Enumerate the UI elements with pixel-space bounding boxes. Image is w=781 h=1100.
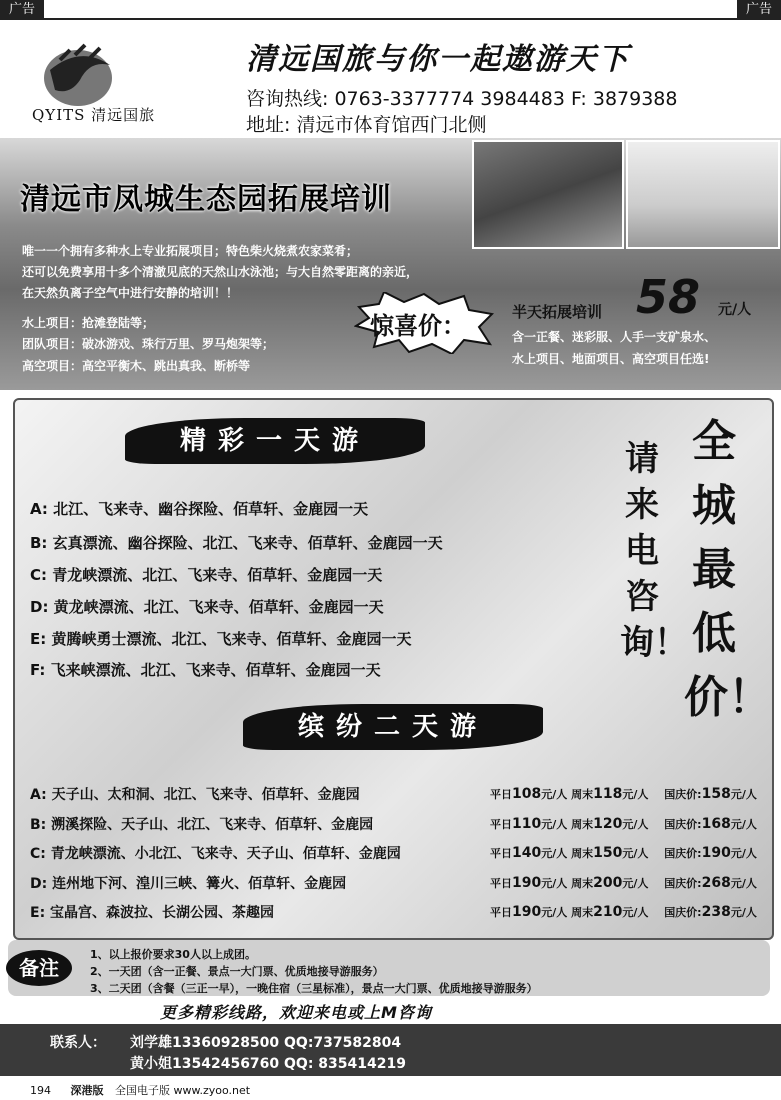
- logo-text: QYITS 清远国旅: [32, 106, 156, 124]
- camp-title: 清远市凤城生态园拓展培训: [20, 182, 392, 217]
- note-2: 2、一天团（含一正餐、景点一大门票、优质地接导游服务）: [90, 965, 384, 978]
- one-day-route-f: F: 飞来峡漂流、北江、飞来寺、佰草轩、金鹿园一天: [30, 661, 381, 679]
- lowest-price-vertical: 全城最低价！: [684, 416, 772, 723]
- one-day-route-d: D: 黄龙峡漂流、北江、飞来寺、佰草轩、金鹿园一天: [30, 598, 384, 616]
- camp-desc-3: 在天然负离子空气中进行安静的培训！！: [22, 286, 239, 300]
- camp-desc-1: 唯一一个拥有多种水上专业拓展项目；特色柴火烧煮农家菜肴；: [22, 244, 359, 258]
- ad-tag-right: 广告: [737, 0, 781, 20]
- site: 全国电子版 www.zyoo.net: [115, 1084, 251, 1097]
- contact-label: 联系人：: [50, 1035, 106, 1051]
- hotline: 咨询热线: 0763-3377774 3984483 F: 3879388: [246, 88, 678, 110]
- camp-item-1: 水上项目：抢滩登陆等；: [22, 316, 155, 330]
- camp-item-2: 团队项目：破冰游戏、珠行万里、罗马炮架等；: [22, 337, 275, 351]
- two-day-route: B: 溯溪探险、天子山、北江、飞来寺、佰草轩、金鹿园: [30, 817, 374, 833]
- ad-tag-left: 广告: [0, 0, 44, 20]
- address: 地址: 清远市体育馆西门北侧: [246, 114, 487, 136]
- top-rule: [0, 18, 781, 20]
- half-day-title: 半天拓展培训: [512, 303, 603, 321]
- camp-item-3: 高空项目：高空平衡木、跳出真我、断桥等: [22, 359, 251, 373]
- edition: 深港版: [70, 1084, 104, 1097]
- one-day-route-c: C: 青龙峡漂流、北江、飞来寺、佰草轩、金鹿园一天: [30, 566, 383, 584]
- one-day-route-e: E: 黄腾峡勇士漂流、北江、飞来寺、佰草轩、金鹿园一天: [30, 630, 412, 648]
- call-us-vertical: 请来电咨询！: [620, 439, 688, 663]
- surprise-price-label: 惊喜价：: [370, 312, 466, 340]
- half-day-price: 58: [636, 270, 701, 324]
- contact-line-2: 黄小姐13542456760 QQ: 835414219: [130, 1056, 406, 1072]
- raft-photo: [472, 140, 624, 249]
- one-day-title: 精彩一天游: [125, 418, 425, 464]
- two-day-price: 平日140元/人 周末150元/人 国庆价:190元/人: [490, 845, 757, 861]
- highwire-photo: [626, 140, 780, 249]
- two-day-route: C: 青龙峡漂流、小北江、飞来寺、天子山、佰草轩、金鹿园: [30, 846, 401, 862]
- half-day-desc-2: 水上项目、地面项目、高空项目任选!: [512, 352, 710, 366]
- two-day-title: 缤纷二天游: [243, 704, 543, 750]
- two-day-route: A: 天子山、太和洞、北江、飞来寺、佰草轩、金鹿园: [30, 787, 360, 803]
- slogan: 清远国旅与你一起遨游天下: [246, 42, 630, 77]
- two-day-route: E: 宝晶宫、森波拉、长湖公园、茶趣园: [30, 905, 275, 921]
- half-day-unit: 元/人: [718, 302, 752, 318]
- note-3: 3、二天团（含餐（三正一早），一晚住宿（三星标准），景点一大门票、优质地接导游服务）: [90, 982, 538, 995]
- camp-desc-2: 还可以免费享用十多个清澈见底的天然山水泳池；与大自然零距离的亲近，: [22, 265, 419, 279]
- two-day-price: 平日108元/人 周末118元/人 国庆价:158元/人: [490, 786, 757, 802]
- two-day-price: 平日110元/人 周末120元/人 国庆价:168元/人: [490, 816, 757, 832]
- page-number: 194: [30, 1084, 51, 1097]
- one-day-route-b: B: 玄真漂流、幽谷探险、北江、飞来寺、佰草轩、金鹿园一天: [30, 534, 443, 552]
- two-day-price: 平日190元/人 周末200元/人 国庆价:268元/人: [490, 875, 757, 891]
- notes-tag: 备注: [6, 950, 72, 986]
- note-1: 1、以上报价要求30人以上成团。: [90, 948, 256, 961]
- contact-line-1: 刘学雄13360928500 QQ:737582804: [130, 1035, 402, 1051]
- half-day-desc-1: 含一正餐、迷彩服、人手一支矿泉水、: [512, 330, 717, 344]
- two-day-price: 平日190元/人 周末210元/人 国庆价:238元/人: [490, 904, 757, 920]
- one-day-route-a: A: 北江、飞来寺、幽谷探险、佰草轩、金鹿园一天: [30, 500, 369, 518]
- footer: [30, 1082, 250, 1098]
- more-routes: 更多精彩线路，欢迎来电或上M咨询: [160, 1003, 432, 1022]
- two-day-route: D: 连州地下河、湟川三峡、篝火、佰草轩、金鹿园: [30, 876, 347, 892]
